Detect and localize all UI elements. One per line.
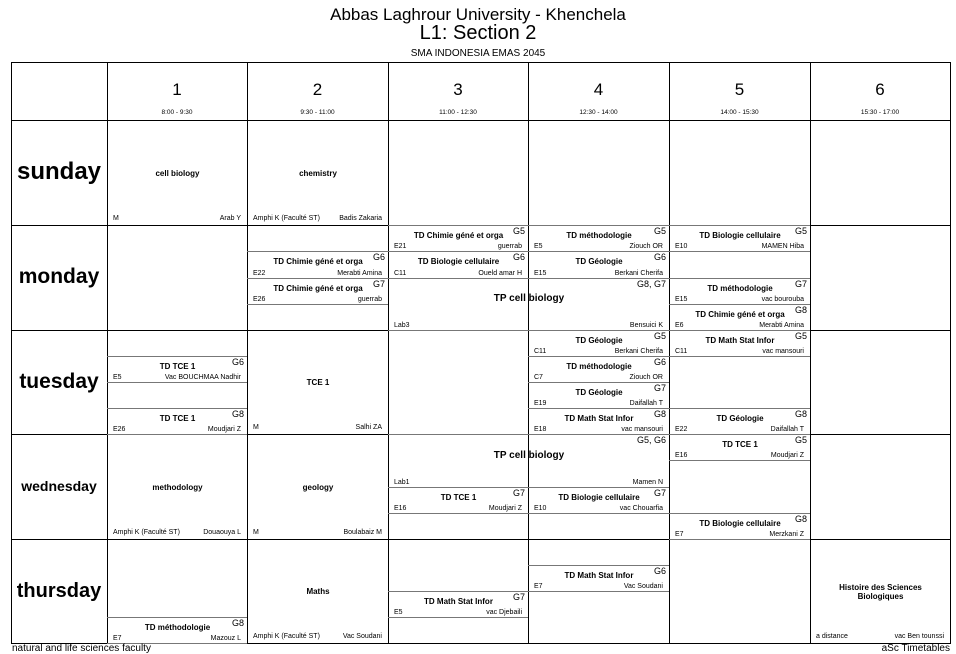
grid-line <box>669 225 810 226</box>
room-label: C11 <box>675 348 688 355</box>
teacher-label: vac Djebaili <box>486 609 522 616</box>
group-label: G5 <box>653 331 666 341</box>
lesson-subject: cell biology <box>155 168 200 178</box>
room-label: E7 <box>534 583 543 590</box>
lesson-subject: TD Biologie cellulaire <box>558 492 640 502</box>
period-number: 1 <box>172 80 182 99</box>
teacher-label: Berkani Cherifa <box>614 269 663 277</box>
group-label: G8, G7 <box>636 278 666 289</box>
lesson-cell[interactable] <box>529 226 669 251</box>
teacher-label: Merabti Amina <box>759 322 804 329</box>
teacher-label: Merabti Amina <box>337 269 382 277</box>
period-time: 8:00 - 9:30 <box>161 109 193 116</box>
group-label: G8 <box>794 409 807 419</box>
lesson-cell[interactable] <box>108 357 247 382</box>
lesson-subject: TD Biologie cellulaire <box>699 231 781 240</box>
lesson-subject: TD Math Stat Infor <box>705 336 775 345</box>
lesson-subject: TP cell biology <box>493 449 565 461</box>
lecture-cell[interactable] <box>248 540 388 643</box>
lesson-subject: TD TCE 1 <box>159 414 196 423</box>
group-label: G6 <box>231 357 244 367</box>
lesson-cell[interactable] <box>389 488 528 513</box>
grid-line <box>528 382 669 383</box>
teacher-label: vac Ben tounssi <box>894 633 944 640</box>
teacher-label: Moudjari Z <box>488 504 522 512</box>
lesson-cell[interactable] <box>529 383 669 408</box>
lesson-cell[interactable] <box>529 252 669 277</box>
lesson-subject: TD méthodologie <box>144 623 211 632</box>
teacher-label: Berkani Cherifa <box>614 348 663 355</box>
group-label: G5 <box>512 226 525 236</box>
grid-line <box>388 225 528 226</box>
group-label: G8 <box>653 409 666 419</box>
room-label: a distance <box>816 633 848 640</box>
lesson-subject: methodology <box>152 482 203 492</box>
grid-line <box>528 487 669 488</box>
grid-line <box>388 278 669 279</box>
room-label: E5 <box>394 609 403 616</box>
group-label: G7 <box>794 278 807 289</box>
grid-line <box>247 278 388 279</box>
grid-line <box>669 251 810 252</box>
teacher-label: Badis Zakaria <box>339 215 382 222</box>
teacher-label: Vac Soudani <box>623 583 663 590</box>
period-time: 14:00 - 15:30 <box>720 109 759 116</box>
footer-brand: aSc Timetables <box>881 643 950 654</box>
lesson-subject: TD Géologie <box>575 336 623 345</box>
grid-line <box>388 591 528 592</box>
grid-line <box>388 617 528 618</box>
grid-line <box>669 330 810 331</box>
group-label: G8 <box>794 304 807 315</box>
room-label: Amphi K (Faculté ST) <box>113 529 180 536</box>
room-label: E22 <box>675 426 688 433</box>
room-label: M <box>253 424 259 431</box>
grid-line <box>107 356 247 357</box>
room-label: E5 <box>113 374 122 381</box>
lesson-cell[interactable] <box>389 435 669 487</box>
lesson-cell[interactable] <box>389 252 528 277</box>
lesson-cell[interactable] <box>529 331 669 356</box>
grid-line <box>528 565 669 566</box>
grid-line <box>528 330 669 331</box>
lesson-subject: TCE 1 <box>306 378 330 387</box>
group-label: G8 <box>794 513 807 524</box>
lecture-cell[interactable] <box>811 540 950 643</box>
room-label: M <box>113 215 119 222</box>
room-label: E19 <box>534 400 547 407</box>
teacher-label: Vac Soudani <box>342 633 382 640</box>
room-label: E6 <box>675 322 684 329</box>
lesson-subject: geology <box>302 482 334 492</box>
group-label: G6 <box>653 357 666 367</box>
group-label: G8 <box>231 409 244 419</box>
lesson-cell[interactable] <box>248 279 388 304</box>
lesson-cell[interactable] <box>670 409 810 434</box>
lesson-subject: TD méthodologie <box>707 283 773 293</box>
period-time: 11:00 - 12:30 <box>439 109 477 116</box>
lecture-cell[interactable] <box>108 121 247 225</box>
lesson-cell[interactable] <box>389 226 528 251</box>
teacher-label: vac Chouarfia <box>619 504 663 512</box>
teacher-label: guerrab <box>497 243 522 251</box>
lecture-cell[interactable] <box>248 331 388 434</box>
room-label: E26 <box>253 295 266 303</box>
group-label: G7 <box>653 383 666 393</box>
room-label: E18 <box>534 426 547 433</box>
grid-line <box>528 356 669 357</box>
teacher-label: vac mansouri <box>762 348 804 355</box>
grid-line <box>528 225 669 226</box>
section-title: L1: Section 2 <box>419 22 537 44</box>
lesson-subject: TD Math Stat Infor <box>564 414 634 423</box>
teacher-label: vac bourouba <box>761 295 804 303</box>
grid-line <box>669 304 810 305</box>
teacher-label: vac mansouri <box>621 426 663 433</box>
teacher-label: Salhi ZA <box>355 424 382 431</box>
period-time: 12:30 - 14:00 <box>579 109 618 116</box>
day-label-monday: monday <box>18 265 100 288</box>
teacher-label: Mamen N <box>632 478 663 486</box>
period-time: 15:30 - 17:00 <box>860 109 900 116</box>
room-label: E7 <box>113 635 122 642</box>
room-label: C11 <box>394 269 407 277</box>
lesson-subject: TP cell biology <box>493 293 565 305</box>
day-label-wednesday: wednesday <box>21 478 97 494</box>
grid-line <box>388 62 389 643</box>
group-label: G5 <box>653 226 666 236</box>
grid-line <box>388 513 528 514</box>
group-label: G7 <box>372 278 385 289</box>
lesson-subject: TD Chimie géné et orga <box>273 257 363 267</box>
teacher-label: Ziouch OR <box>629 374 663 381</box>
lesson-subject: TD Math Stat Infor <box>424 597 493 606</box>
room-label: C7 <box>534 374 543 381</box>
lesson-cell[interactable] <box>529 409 669 434</box>
lesson-cell[interactable] <box>389 279 669 331</box>
grid-line <box>388 487 528 488</box>
lecture-cell[interactable] <box>248 121 388 225</box>
lesson-subject: TD méthodologie <box>566 362 632 371</box>
teacher-label: Moudjari Z <box>207 426 241 433</box>
grid-line <box>669 513 810 514</box>
lesson-cell[interactable] <box>670 514 810 539</box>
period-number: 6 <box>875 80 885 99</box>
teacher-label: Mazouz L <box>210 635 241 642</box>
grid-line <box>669 434 810 435</box>
grid-line <box>528 408 669 409</box>
room-label: Amphi K (Faculté ST) <box>253 215 320 222</box>
period-number: 2 <box>312 80 323 99</box>
grid-line <box>669 408 810 409</box>
grid-line <box>247 304 388 305</box>
timetable-subtitle: SMA INDONESIA EMAS 2045 <box>410 48 546 59</box>
grid-line <box>107 408 247 409</box>
room-label: E16 <box>675 452 688 460</box>
lesson-cell[interactable] <box>670 305 810 330</box>
group-label: G5 <box>794 331 807 341</box>
group-label: G6 <box>512 252 525 263</box>
lesson-subject: TD Chimie géné et orga <box>273 283 363 293</box>
period-time: 9:30 - 11:00 <box>300 109 335 116</box>
room-label: E21 <box>394 243 407 251</box>
lesson-subject: TD Biologie cellulaire <box>417 257 500 267</box>
grid-line <box>528 591 669 592</box>
group-label: G7 <box>512 487 525 498</box>
lesson-subject: TD Biologie cellulaire <box>699 518 781 528</box>
lesson-cell[interactable] <box>529 488 669 513</box>
lesson-cell[interactable] <box>670 279 810 304</box>
teacher-label: Boulabaiz M <box>343 529 382 536</box>
group-label: G6 <box>653 566 666 576</box>
room-label: C11 <box>534 348 547 355</box>
lesson-cell[interactable] <box>108 409 247 434</box>
group-label: G5 <box>794 226 807 236</box>
teacher-label: guerrab <box>357 295 382 303</box>
lesson-subject: TD TCE 1 <box>440 492 477 502</box>
grid-line <box>669 539 810 540</box>
grid-line <box>107 382 247 383</box>
period-number: 5 <box>734 80 745 99</box>
room-label: E15 <box>675 295 688 303</box>
lesson-subject: TD TCE 1 <box>722 440 758 449</box>
room-label: E22 <box>253 269 266 277</box>
period-number: 4 <box>593 80 604 99</box>
teacher-label: Moudjari Z <box>770 452 804 460</box>
grid-line <box>950 62 951 643</box>
teacher-label: Daifallah T <box>770 426 804 433</box>
teacher-label: Arab Y <box>219 215 241 222</box>
period-number: 3 <box>453 80 463 99</box>
lesson-subject: chemistry <box>299 168 337 178</box>
lecture-cell[interactable] <box>248 435 388 539</box>
group-label: G6 <box>653 252 666 263</box>
room-label: E26 <box>113 426 126 433</box>
lesson-cell[interactable] <box>248 252 388 277</box>
grid-line <box>528 513 669 514</box>
lesson-cell[interactable] <box>529 566 669 591</box>
teacher-label: Bensuici K <box>629 322 663 329</box>
lesson-subject: TD méthodologie <box>566 231 632 240</box>
group-label: G7 <box>653 487 666 498</box>
grid-line <box>247 251 388 252</box>
grid-line <box>669 460 810 461</box>
lesson-subject: TD Géologie <box>575 257 623 267</box>
group-label: G6 <box>372 252 385 263</box>
lesson-subject: Histoire des Sciences Biologiques <box>839 582 922 601</box>
grid-line <box>388 251 528 252</box>
room-label: E10 <box>534 504 547 512</box>
lesson-cell[interactable] <box>389 592 528 617</box>
lesson-subject: Maths <box>306 587 330 596</box>
teacher-label: Oueld amar H <box>478 269 522 277</box>
lesson-cell[interactable] <box>670 331 810 356</box>
room-label: M <box>253 529 259 536</box>
lesson-cell[interactable] <box>108 618 247 643</box>
lesson-subject: TD Math Stat Infor <box>564 571 634 580</box>
teacher-label: Daifallah T <box>629 400 663 407</box>
teacher-label: MAMEN Hiba <box>761 243 804 251</box>
lesson-cell[interactable] <box>670 226 810 251</box>
room-label: E7 <box>675 531 684 538</box>
group-label: G8 <box>231 618 244 628</box>
lesson-cell[interactable] <box>670 435 810 460</box>
lesson-cell[interactable] <box>529 357 669 382</box>
teacher-label: Douaouya L <box>203 529 241 536</box>
day-label-thursday: thursday <box>16 579 102 602</box>
room-label: E5 <box>534 243 543 251</box>
room-label: Lab1 <box>394 478 410 486</box>
university-title: Abbas Laghrour University - Khenchela <box>330 5 626 24</box>
day-label-tuesday: tuesday <box>19 370 99 393</box>
group-label: G5 <box>794 435 807 445</box>
grid-line <box>669 278 810 279</box>
lesson-subject: TD Chimie géné et orga <box>695 309 785 319</box>
teacher-label: Merzkani Z <box>769 531 804 538</box>
room-label: E16 <box>394 504 407 512</box>
lesson-subject: TD Géologie <box>575 388 623 397</box>
group-label: G7 <box>512 592 525 602</box>
room-label: Amphi K (Faculté ST) <box>253 633 320 640</box>
lesson-subject: TD TCE 1 <box>159 362 196 371</box>
teacher-label: Vac BOUCHMAA Nadhir <box>164 374 241 381</box>
teacher-label: Ziouch OR <box>629 243 663 251</box>
lesson-subject: TD Chimie géné et orga <box>413 231 504 240</box>
lecture-cell[interactable] <box>108 435 247 539</box>
room-label: Lab3 <box>394 322 410 329</box>
group-label: G5, G6 <box>636 435 666 445</box>
day-label-sunday: sunday <box>16 158 102 185</box>
grid-line <box>107 617 247 618</box>
grid-line <box>388 434 669 435</box>
lesson-subject: TD Géologie <box>716 414 764 423</box>
grid-line <box>669 356 810 357</box>
grid-line <box>528 251 669 252</box>
room-label: E15 <box>534 269 547 277</box>
footer-faculty: natural and life sciences faculty <box>12 643 151 654</box>
room-label: E10 <box>675 243 688 251</box>
